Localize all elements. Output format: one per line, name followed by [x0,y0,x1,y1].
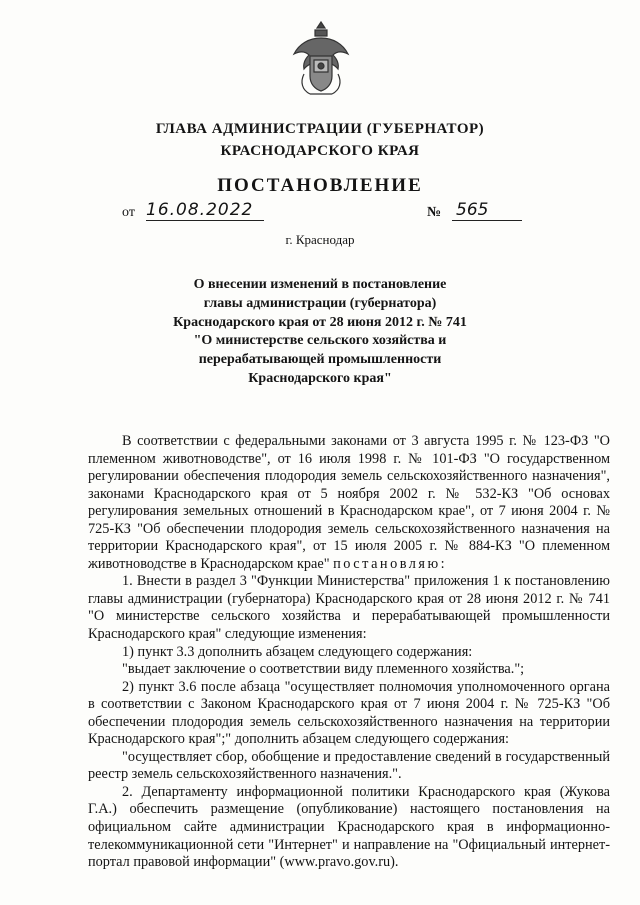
authority-title-line1: ГЛАВА АДМИНИСТРАЦИИ (ГУБЕРНАТОР) [155,121,485,137]
resolve-word: постановляю: [333,555,448,572]
preamble-text: В соответствии с федеральными законами от 3 августа 1995 г. № 123-ФЗ "О племенном животноводстве", от 16 июля 1998 г. № 101-ФЗ "О государственном регулировании обеспечения плодородия земель сельскохозяйственного назначения", законами Краснодарского края от 5 ноября 2002 г. № 532-КЗ "Об основах регулирования земельных отношений в Краснодарском крае", от 7 июня 2004 г. № 725-КЗ "Об обеспечении плодородия земель сельскохозяйственного назначения на территории Краснодарского края", от 15 июля 2005 г. № 884-КЗ "О племенном животноводстве в Краснодарском крае" [88,433,610,572]
city: г. Краснодар [285,232,355,247]
number-value: 565 [452,200,522,221]
document-body [88,433,610,872]
preamble-paragraph [88,433,610,573]
number-prefix: № [427,205,442,220]
subject-line: О внесении изменений в постановление [193,277,447,292]
subject-line: перерабатывающей промышленности [198,352,442,368]
item-1-1-quote: "выдает заключение о соответствии виду племенного хозяйства."; [122,661,525,678]
subject-line: "О министерстве сельского хозяйства и [193,333,447,349]
item-1-2-quote: "осуществляет сбор, обобщение и предоставление сведений в государственный реестр земель сельскохозяйственного назначения.". [88,748,610,783]
date-value: 16.08.2022 [146,200,264,221]
coat-of-arms-icon [290,18,352,102]
item-1: 1. Внести в раздел 3 "Функции Министерства" приложения 1 к постановлению главы администрации (губернатора) Краснодарского края от 28 июня 2012 г. № 741 "О министерстве сельского хозяйства и перерабатывающей промышленности Краснодарского края" следующие изменения: [88,573,610,643]
item-1-1: 1) пункт 3.3 дополнить абзацем следующего содержания: [122,643,473,660]
subject-line: Краснодарского края" [248,370,392,386]
document-type: ПОСТАНОВЛЕНИЕ [217,175,423,196]
item-2: 2. Департаменту информационной политики Краснодарского края (Жукова Г.А.) обеспечить размещение (опубликование) настоящего постановления на официальном сайте администрации Краснодарского края в информационно-телекоммуникационной сети "Интернет" и направление на "Официальный интернет-портал правовой информации" (www.pravo.gov.ru). [88,783,610,871]
subject-line: Краснодарского края от 28 июня 2012 г. № 741 [173,314,467,330]
item-1-2: 2) пункт 3.6 после абзаца "осуществляет полномочия уполномоченного органа в соответствии с Законом Краснодарского края от 7 июня 2004 г. № 725-КЗ "Об обеспечении плодородия земель сельскохозяйственного назначения на территории Краснодарского края";" дополнить абзацем следующего содержания: [88,678,610,748]
date-prefix: от [122,205,135,220]
authority-title-line2: КРАСНОДАРСКОГО КРАЯ [220,143,420,159]
subject-title [130,276,510,389]
subject-line: главы администрации (губернатора) [203,295,437,311]
